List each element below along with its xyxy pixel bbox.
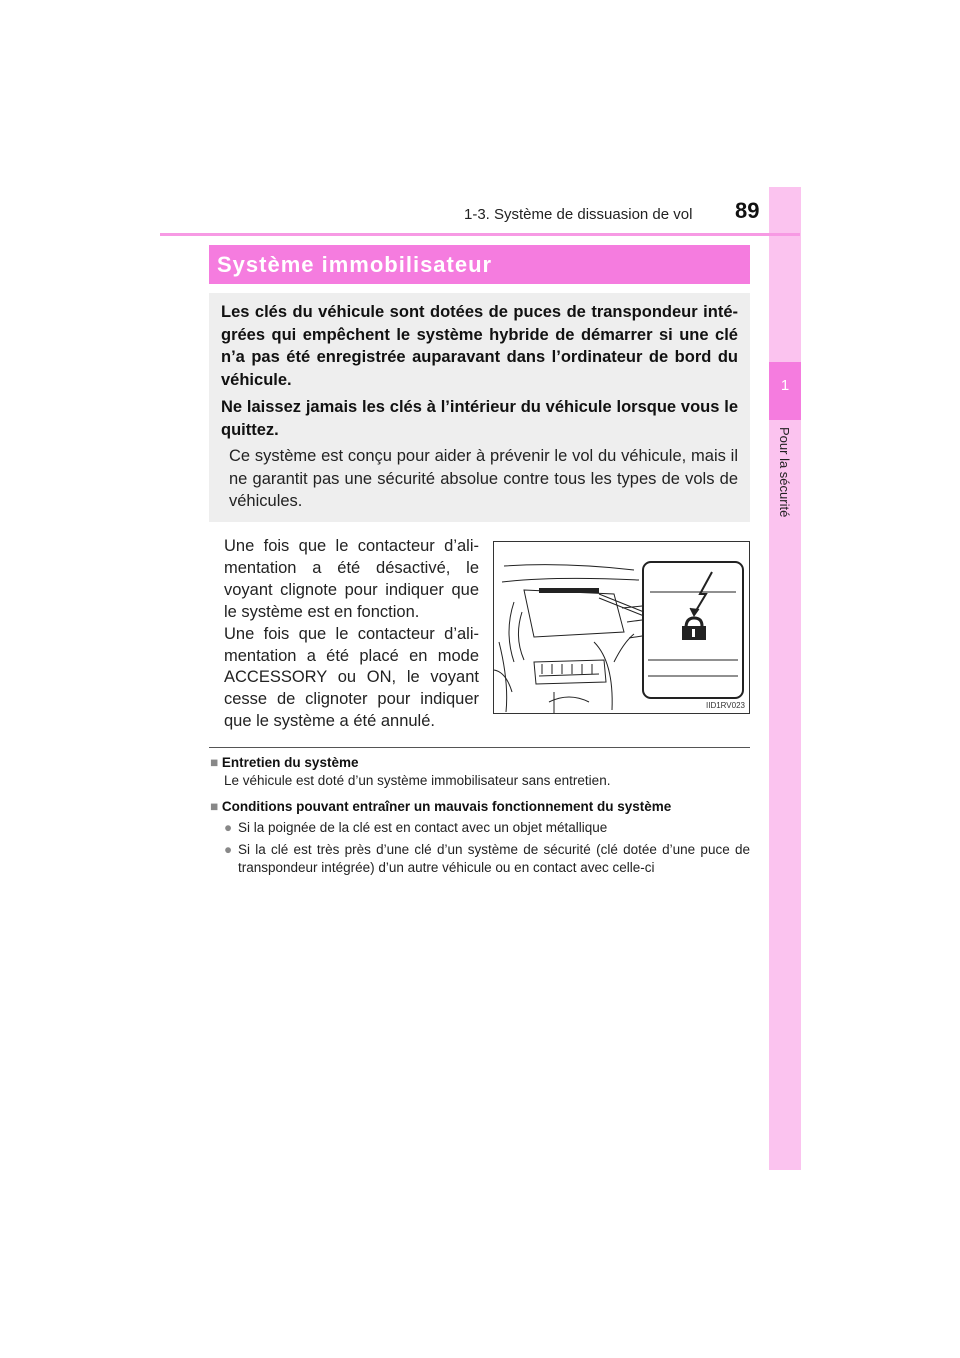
intro-bold-paragraph-1: Les clés du véhicule sont dotées de puces de transpondeur inté-grées qui empêchent le système hybride de démarrer si une clé n’a pas été enregistrée auparavant dans l’ordinateur de bord du véhicule. — [221, 303, 738, 389]
section-divider — [209, 747, 750, 748]
section-title-bar — [209, 245, 750, 284]
dashboard-figure — [493, 541, 750, 714]
intro-box — [209, 293, 750, 522]
maintenance-title-text: Entretien du système — [221, 755, 359, 770]
figure-code: IID1RV023 — [706, 701, 745, 710]
bullet-text-2: Si la clé est très près d’une clé d’un système de sécurité (clé dotée d’une puce de transpondeur intégrée) d’un autre véhicule ou en contact avec celle-ci — [238, 842, 750, 875]
maintenance-note-text: Le véhicule est doté d’un système immobilisateur sans entretien. — [224, 773, 611, 788]
circle-bullet-icon: ● — [224, 820, 233, 835]
conditions-title-text: Conditions pouvant entraîner un mauvais fonctionnement du système — [221, 799, 672, 814]
side-tab — [769, 187, 801, 1170]
body-text — [224, 536, 479, 733]
chapter-number: 1 — [780, 377, 790, 394]
page-number: 89 — [735, 198, 760, 223]
bullet-text-1: Si la poignée de la clé est en contact avec un objet métallique — [238, 820, 608, 835]
square-bullet-icon: ■ — [210, 755, 219, 770]
maintenance-note — [210, 754, 750, 790]
maintenance-note-title — [210, 754, 750, 772]
conditions-note — [210, 798, 750, 877]
chapter-label: Pour la sécurité — [777, 427, 792, 518]
section-reference: 1-3. Système de dissuasion de vol — [464, 206, 693, 223]
intro-bold-paragraph-2: Ne laissez jamais les clés à l’intérieur du véhicule lorsque vous le quittez. — [221, 398, 738, 439]
list-item — [210, 819, 750, 837]
section-title: Système immobilisateur — [217, 252, 493, 277]
conditions-note-title — [210, 798, 750, 816]
body-paragraph-1: Une fois que le contacteur d’ali-mentation a été désactivé, le voyant clignote pour indiquer que le système est en fonction. — [224, 537, 479, 621]
circle-bullet-icon: ● — [224, 842, 233, 857]
body-paragraph-2: Une fois que le contacteur d’ali-mentation a été placé en mode ACCESSORY ou ON, le voyant cesse de clignoter pour indiquer que le système a été annulé. — [224, 624, 479, 731]
header-rule — [160, 233, 800, 236]
list-item — [210, 841, 750, 877]
dashboard-illustration — [494, 542, 750, 714]
square-bullet-icon: ■ — [210, 799, 219, 814]
intro-paragraph: Ce système est conçu pour aider à prévenir le vol du véhicule, mais il ne garantit pas une sécurité absolue contre tous les types de vols de véhicules. — [229, 447, 738, 510]
